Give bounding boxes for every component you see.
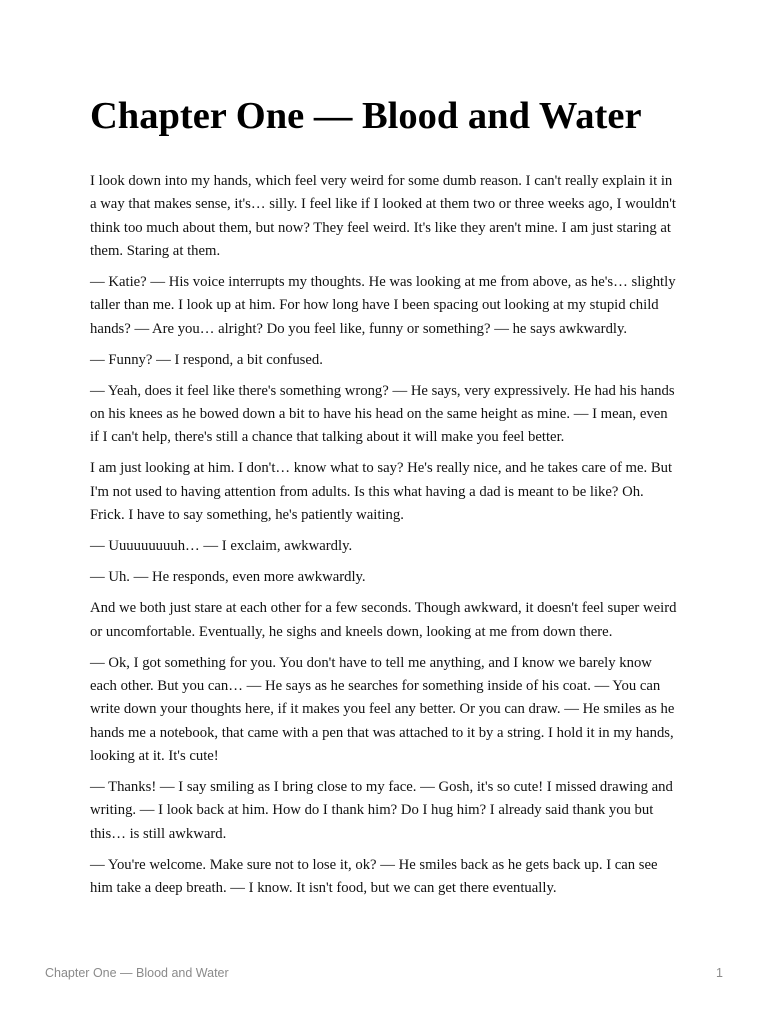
paragraph: — You're welcome. Make sure not to lose it, ok? — He smiles back as he gets back up. I can see him take a deep breath. — I know. It isn't food, but we can get there eventually. xyxy=(90,856,658,896)
paragraph: I look down into my hands, which feel very weird for some dumb reason. I can't really explain it in a way that makes sense, it's… silly. I feel like if I looked at them two or three weeks ago, I wouldn't think too much about them, but now? They feel weird. It's like they aren't mine. I am just staring at them. Staring at them. xyxy=(90,173,676,259)
paragraph: And we both just stare at each other for a few seconds. Though awkward, it doesn't feel super weird or uncomfortable. Eventually, he sighs and kneels down, looking at me from down there. xyxy=(90,600,677,640)
paragraph: — Funny? — I respond, a bit confused. xyxy=(90,351,323,368)
paragraph: I am just looking at him. I don't… know what to say? He's really nice, and he takes care of me. But I'm not used to having attention from adults. Is this what having a dad is meant to be like? Oh. Frick. I have to say something, he's patiently waiting. xyxy=(90,460,673,524)
chapter-title: Chapter One — Blood and Water xyxy=(90,95,642,137)
chapter-body xyxy=(90,170,680,908)
footer-running-title: Chapter One — Blood and Water xyxy=(45,966,229,980)
paragraph: — Katie? — His voice interrupts my thoughts. He was looking at me from above, as he's… slightly taller than me. I look up at him. For how long have I been spacing out looking at my stupid child hands? — Are you… alright? Do you feel like, funny or something? — he says awkwardly. xyxy=(90,273,676,337)
paragraph: — Thanks! — I say smiling as I bring close to my face. — Gosh, it's so cute! I missed drawing and writing. — I look back at him. How do I thank him? Do I hug him? I already said thank you but this… is still awkward. xyxy=(90,779,673,842)
paragraph: — Uuuuuuuuuh… — I exclaim, awkwardly. xyxy=(90,538,353,555)
paragraph: — Yeah, does it feel like there's something wrong? — He says, very expressively. He had his hands on his knees as he bowed down a bit to have his head on the same height as mine. — I mean, even if I can't help, there's still a chance that talking about it will make you feel better. xyxy=(90,382,675,446)
paragraph: — Uh. — He responds, even more awkwardly. xyxy=(90,569,366,586)
footer-page-number: 1 xyxy=(716,966,723,980)
paragraph: — Ok, I got something for you. You don't have to tell me anything, and I know we barely know each other. But you can… — He says as he searches for something inside of his coat. — You can write down your thoughts here, if it makes you feel any better. Or you can draw. — He smiles as he hands me a notebook, that came with a pen that was attached to it by a string. I hold it in my hands, looking at it. It's cute! xyxy=(90,654,675,764)
